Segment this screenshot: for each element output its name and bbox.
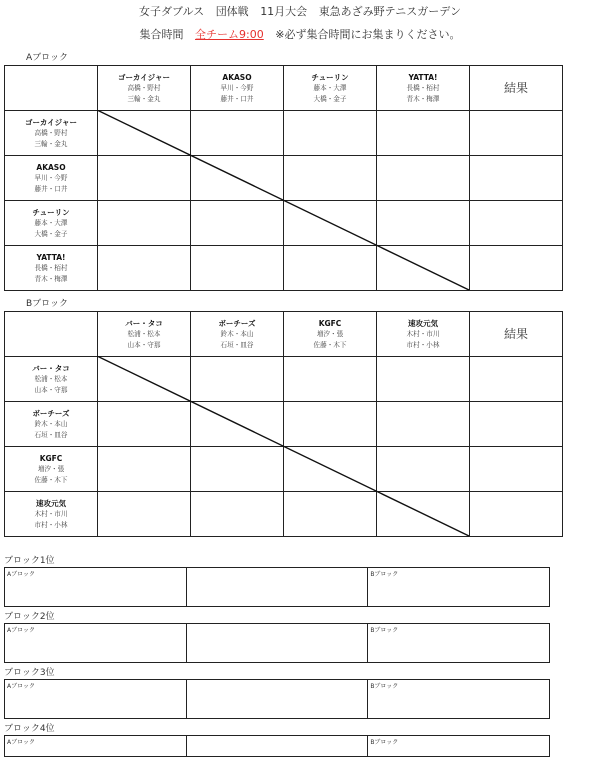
match-cell[interactable] (377, 402, 470, 447)
team-pair: 三輪・金丸 (127, 94, 161, 103)
match-cell[interactable] (377, 201, 470, 246)
team-pair: 早川・今野 (34, 173, 68, 182)
match-cell[interactable] (191, 111, 284, 156)
match-cell[interactable] (191, 402, 284, 447)
match-cell[interactable] (284, 447, 377, 492)
column-header-team-cell (98, 312, 191, 357)
row-header-team-cell (5, 402, 98, 447)
table-row (5, 201, 563, 246)
match-cell[interactable] (98, 246, 191, 291)
team-pair: 青木・梅澤 (406, 94, 440, 103)
title-format: 団体戦 (215, 5, 249, 18)
row-header-team-cell (5, 492, 98, 537)
team-pair: 藤本・大澤 (313, 83, 347, 92)
match-cell[interactable] (98, 156, 191, 201)
rank-cell-label: Aブロック (7, 739, 35, 746)
team-pair: 増汐・張 (316, 329, 344, 338)
match-cell[interactable] (98, 357, 191, 402)
column-header-team-cell (284, 312, 377, 357)
team-pair: 市村・小林 (406, 340, 440, 349)
team-pair: 鈴木・本山 (220, 329, 254, 338)
team-pair: 増汐・張 (37, 464, 65, 473)
rank-3-b-cell[interactable] (368, 680, 550, 719)
match-cell[interactable] (284, 246, 377, 291)
team-pair: 山本・守那 (34, 385, 68, 394)
match-cell[interactable] (377, 447, 470, 492)
match-cell[interactable] (98, 447, 191, 492)
match-cell[interactable] (377, 357, 470, 402)
rank-4-mid-cell[interactable] (186, 736, 368, 757)
match-cell[interactable] (284, 201, 377, 246)
result-cell[interactable] (470, 111, 563, 156)
column-header-team-cell (377, 66, 470, 111)
block-b-label: Bブロック (26, 299, 68, 309)
block-a-label: Aブロック (26, 53, 68, 63)
team-pair: 大橋・金子 (34, 229, 68, 238)
column-header-team-cell (284, 66, 377, 111)
match-cell[interactable] (191, 447, 284, 492)
team-name: YATTA! (36, 252, 66, 262)
team-pair: 三輪・金丸 (34, 139, 68, 148)
team-pair: 早川・今野 (220, 83, 254, 92)
rank-2-mid-cell[interactable] (186, 624, 368, 663)
match-cell[interactable] (284, 156, 377, 201)
row-header-team-cell (5, 201, 98, 246)
rank-1-b-cell[interactable] (368, 568, 550, 607)
team-name: チューリン (32, 207, 70, 217)
team-name: AKASO (222, 72, 252, 82)
team-pair: 大橋・金子 (313, 94, 347, 103)
match-cell[interactable] (377, 492, 470, 537)
match-cell[interactable] (98, 111, 191, 156)
rank-1-label: ブロック1位 (4, 556, 55, 566)
team-pair: 長橋・栢村 (406, 83, 440, 92)
match-cell[interactable] (98, 201, 191, 246)
title-venue: 東急あざみ野テニスガーデン (318, 5, 462, 18)
result-cell[interactable] (470, 447, 563, 492)
team-pair: 高橋・野村 (127, 83, 161, 92)
rank-2-label: ブロック2位 (4, 612, 55, 622)
team-pair: 佐藤・木下 (313, 340, 347, 349)
team-name: チューリン (311, 72, 349, 82)
result-cell[interactable] (470, 492, 563, 537)
row-header-team-cell (5, 447, 98, 492)
team-name: ゴーカイジャー (25, 117, 77, 127)
match-cell[interactable] (377, 111, 470, 156)
rank-3-label: ブロック3位 (4, 668, 55, 678)
table-row (5, 357, 563, 402)
rank-cell-label: Bブロック (370, 571, 399, 578)
team-pair: 藤井・口井 (34, 184, 68, 193)
table-row (5, 246, 563, 291)
row-header-team-cell (5, 111, 98, 156)
table-row (5, 447, 563, 492)
column-header-team-cell (191, 66, 284, 111)
team-pair: 木村・市川 (34, 509, 68, 518)
match-cell[interactable] (284, 111, 377, 156)
team-pair: 木村・市川 (406, 329, 440, 338)
match-cell[interactable] (98, 492, 191, 537)
round-robin-table (4, 65, 563, 291)
rank-cell-label: Bブロック (370, 683, 399, 690)
rank-2-table (4, 623, 550, 663)
team-name: 速攻元気 (36, 498, 66, 508)
meeting-time-line (0, 26, 600, 42)
result-header: 結果 (470, 66, 563, 111)
meeting-time-value: 全チーム9:00 (195, 28, 264, 41)
table-row (5, 402, 563, 447)
rank-4-label: ブロック4位 (4, 724, 55, 734)
team-pair: 松浦・松本 (127, 329, 161, 338)
rank-cell-label: Bブロック (370, 627, 399, 634)
match-cell[interactable] (98, 402, 191, 447)
match-cell[interactable] (377, 246, 470, 291)
rank-2-a-cell[interactable] (5, 624, 187, 663)
match-cell[interactable] (284, 402, 377, 447)
team-pair: 市村・小林 (34, 520, 68, 529)
team-pair: 藤井・口井 (220, 94, 254, 103)
table-row (5, 111, 563, 156)
match-cell[interactable] (191, 246, 284, 291)
title-category: 女子ダブルス (138, 5, 205, 18)
rank-3-a-cell[interactable] (5, 680, 187, 719)
meeting-time-note: ※必ず集合時間にお集まりください。 (275, 28, 461, 41)
row-header-team-cell (5, 246, 98, 291)
rank-3-mid-cell[interactable] (186, 680, 368, 719)
team-pair: 長橋・栢村 (34, 263, 68, 272)
rank-1-table (4, 567, 550, 607)
result-cell[interactable] (470, 156, 563, 201)
row-header-team-cell (5, 357, 98, 402)
rank-cell-label: Aブロック (7, 627, 35, 634)
match-cell[interactable] (191, 492, 284, 537)
column-header-team-cell (377, 312, 470, 357)
match-cell[interactable] (191, 201, 284, 246)
team-pair: 鈴木・本山 (34, 419, 68, 428)
match-cell[interactable] (284, 357, 377, 402)
team-pair: 山本・守那 (127, 340, 161, 349)
row-header-team-cell (5, 156, 98, 201)
team-pair: 石垣・皿谷 (220, 340, 254, 349)
corner-cell (5, 312, 98, 357)
column-header-team-cell (98, 66, 191, 111)
team-name: AKASO (36, 162, 66, 172)
team-name: ゴーカイジャー (118, 72, 170, 82)
team-pair: 石垣・皿谷 (34, 430, 68, 439)
round-robin-table (4, 311, 563, 537)
rank-2-b-cell[interactable] (368, 624, 550, 663)
result-header: 結果 (470, 312, 563, 357)
team-name: ボーチーズ (218, 318, 256, 328)
match-cell[interactable] (191, 156, 284, 201)
rank-cell-label: Bブロック (370, 739, 399, 746)
title-event: 11月大会 (260, 5, 308, 18)
team-name: KGFC (39, 453, 63, 463)
match-cell[interactable] (377, 156, 470, 201)
result-cell[interactable] (470, 357, 563, 402)
page-title (0, 3, 600, 19)
rank-1-mid-cell[interactable] (186, 568, 368, 607)
rank-4-b-cell[interactable] (368, 736, 550, 757)
meeting-time-label: 集合時間 (139, 28, 184, 41)
column-header-team-cell (191, 312, 284, 357)
team-pair: 高橋・野村 (34, 128, 68, 137)
team-name: バー・タコ (125, 318, 163, 328)
team-name: 速攻元気 (408, 318, 438, 328)
team-name: KGFC (318, 318, 342, 328)
match-cell[interactable] (191, 357, 284, 402)
corner-cell (5, 66, 98, 111)
team-pair: 松浦・松本 (34, 374, 68, 383)
match-cell[interactable] (284, 492, 377, 537)
team-pair: 青木・梅澤 (34, 274, 68, 283)
result-cell[interactable] (470, 201, 563, 246)
rank-cell-label: Aブロック (7, 571, 35, 578)
team-pair: 藤本・大澤 (34, 218, 68, 227)
table-row (5, 156, 563, 201)
team-pair: 佐藤・木下 (34, 475, 68, 484)
rank-1-a-cell[interactable] (5, 568, 187, 607)
rank-4-table (4, 735, 550, 757)
team-name: YATTA! (408, 72, 438, 82)
rank-cell-label: Aブロック (7, 683, 35, 690)
team-name: ボーチーズ (32, 408, 70, 418)
result-cell[interactable] (470, 402, 563, 447)
rank-4-a-cell[interactable] (5, 736, 187, 757)
team-name: バー・タコ (32, 363, 70, 373)
table-row (5, 492, 563, 537)
result-cell[interactable] (470, 246, 563, 291)
rank-3-table (4, 679, 550, 719)
